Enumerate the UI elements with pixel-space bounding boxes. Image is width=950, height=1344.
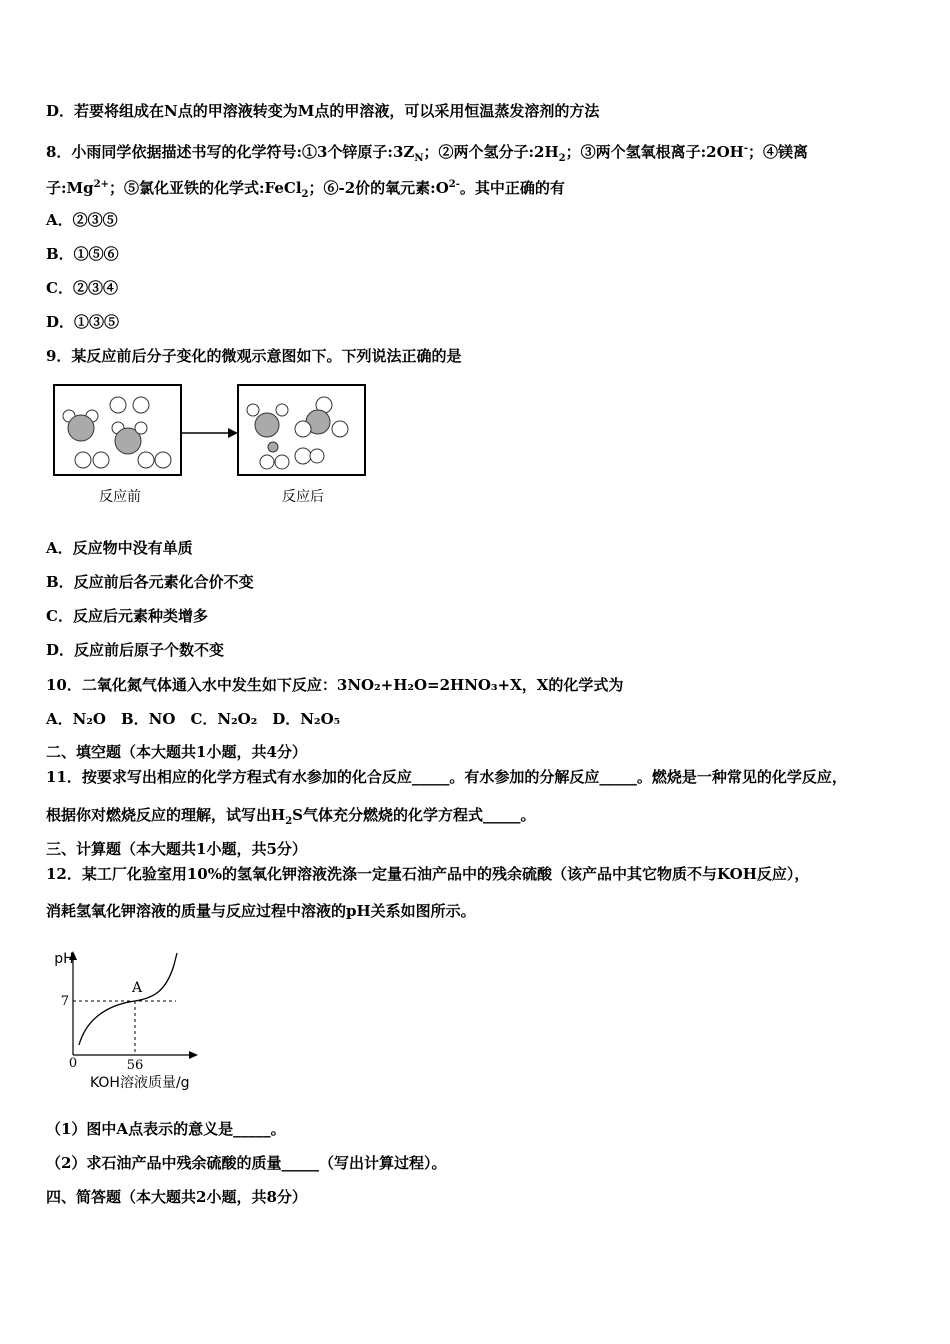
point-a-label: A [131,980,143,996]
reaction-diagram [46,380,376,510]
q12-line2: 消耗氢氧化钾溶液的质量与反应过程中溶液的pH关系如图所示。 [46,902,476,920]
q8-option-d: D．①③⑤ [46,313,120,331]
arrow-icon [228,428,238,438]
before-label: 反应前 [99,489,141,505]
q8-option-b: B．①⑤⑥ [46,245,119,263]
q8-option-a: A．②③⑤ [46,211,118,229]
section-4-heading: 四、简答题（本大题共2小题，共8分） [46,1188,307,1206]
q9-option-a: A．反应物中没有单质 [46,539,193,557]
after-label: 反应后 [282,489,324,505]
q12-part1: （1）图中A点表示的意义是_____。 [46,1120,286,1138]
q12-part2: （2）求石油产品中残余硫酸的质量_____（写出计算过程）。 [46,1154,447,1172]
q11-line2: 根据你对燃烧反应的理解，试写出$H_2S$气体充分燃烧的化学方程式_____。 [46,806,536,827]
q8-stem-line1: 8．小雨同学依据描述书写的化学符号:①3个锌原子$:3Z_N$；②两个氢分子$:2H_2$；③两个氢氧根离子:2OH-；④镁离 [46,143,808,164]
q11-line1: 11．按要求写出相应的化学方程式有水参加的化合反应_____。有水参加的分解反应_____。燃烧是一种常见的化学反应， [46,768,847,786]
section-2-heading: 二、填空题（本大题共1小题，共4分） [46,743,307,761]
q10-options: A．N₂O B．NO C．N₂O₂ D．N₂O₅ [46,710,341,728]
q12-line1: 12．某工厂化验室用10%的氢氧化钾溶液洗涤一定量石油产品中的残余硫酸（该产品中其它物质不与KOH反应）， [46,865,810,883]
ph-chart [46,945,236,1095]
q9-stem: 9．某反应前后分子变化的微观示意图如下。下列说法正确的是 [46,347,462,365]
origin-label: 0 [68,1056,78,1071]
y-tick-7: 7 [60,994,69,1009]
q8-stem-line2: 子$:Mg^{2+}$；⑤氯化亚铁的化学式:FeCl$_2$；⑥-2价的氧元素$:O^{2-}$。其中正确的有 [46,179,565,200]
q9-option-b: B．反应前后各元素化合价不变 [46,573,254,591]
q9-option-c: C．反应后元素种类增多 [46,607,208,625]
x-label: KOH溶液质量/g [90,1075,190,1091]
q8-option-c: C．②③④ [46,279,118,297]
q10-stem: 10．二氧化氮气体通入水中发生如下反应：3NO₂+H₂O=2HNO₃+X，X的化学式为 [46,676,624,694]
ph-curve [79,953,177,1045]
x-tick-56: 56 [126,1058,144,1073]
q9-option-d: D．反应前后原子个数不变 [46,641,225,659]
y-label: pH [54,951,74,967]
q7-option-d: D．若要将组成在N点的甲溶液转变为M点的甲溶液，可以采用恒温蒸发溶剂的方法 [46,102,600,120]
section-3-heading: 三、计算题（本大题共1小题，共5分） [46,840,307,858]
